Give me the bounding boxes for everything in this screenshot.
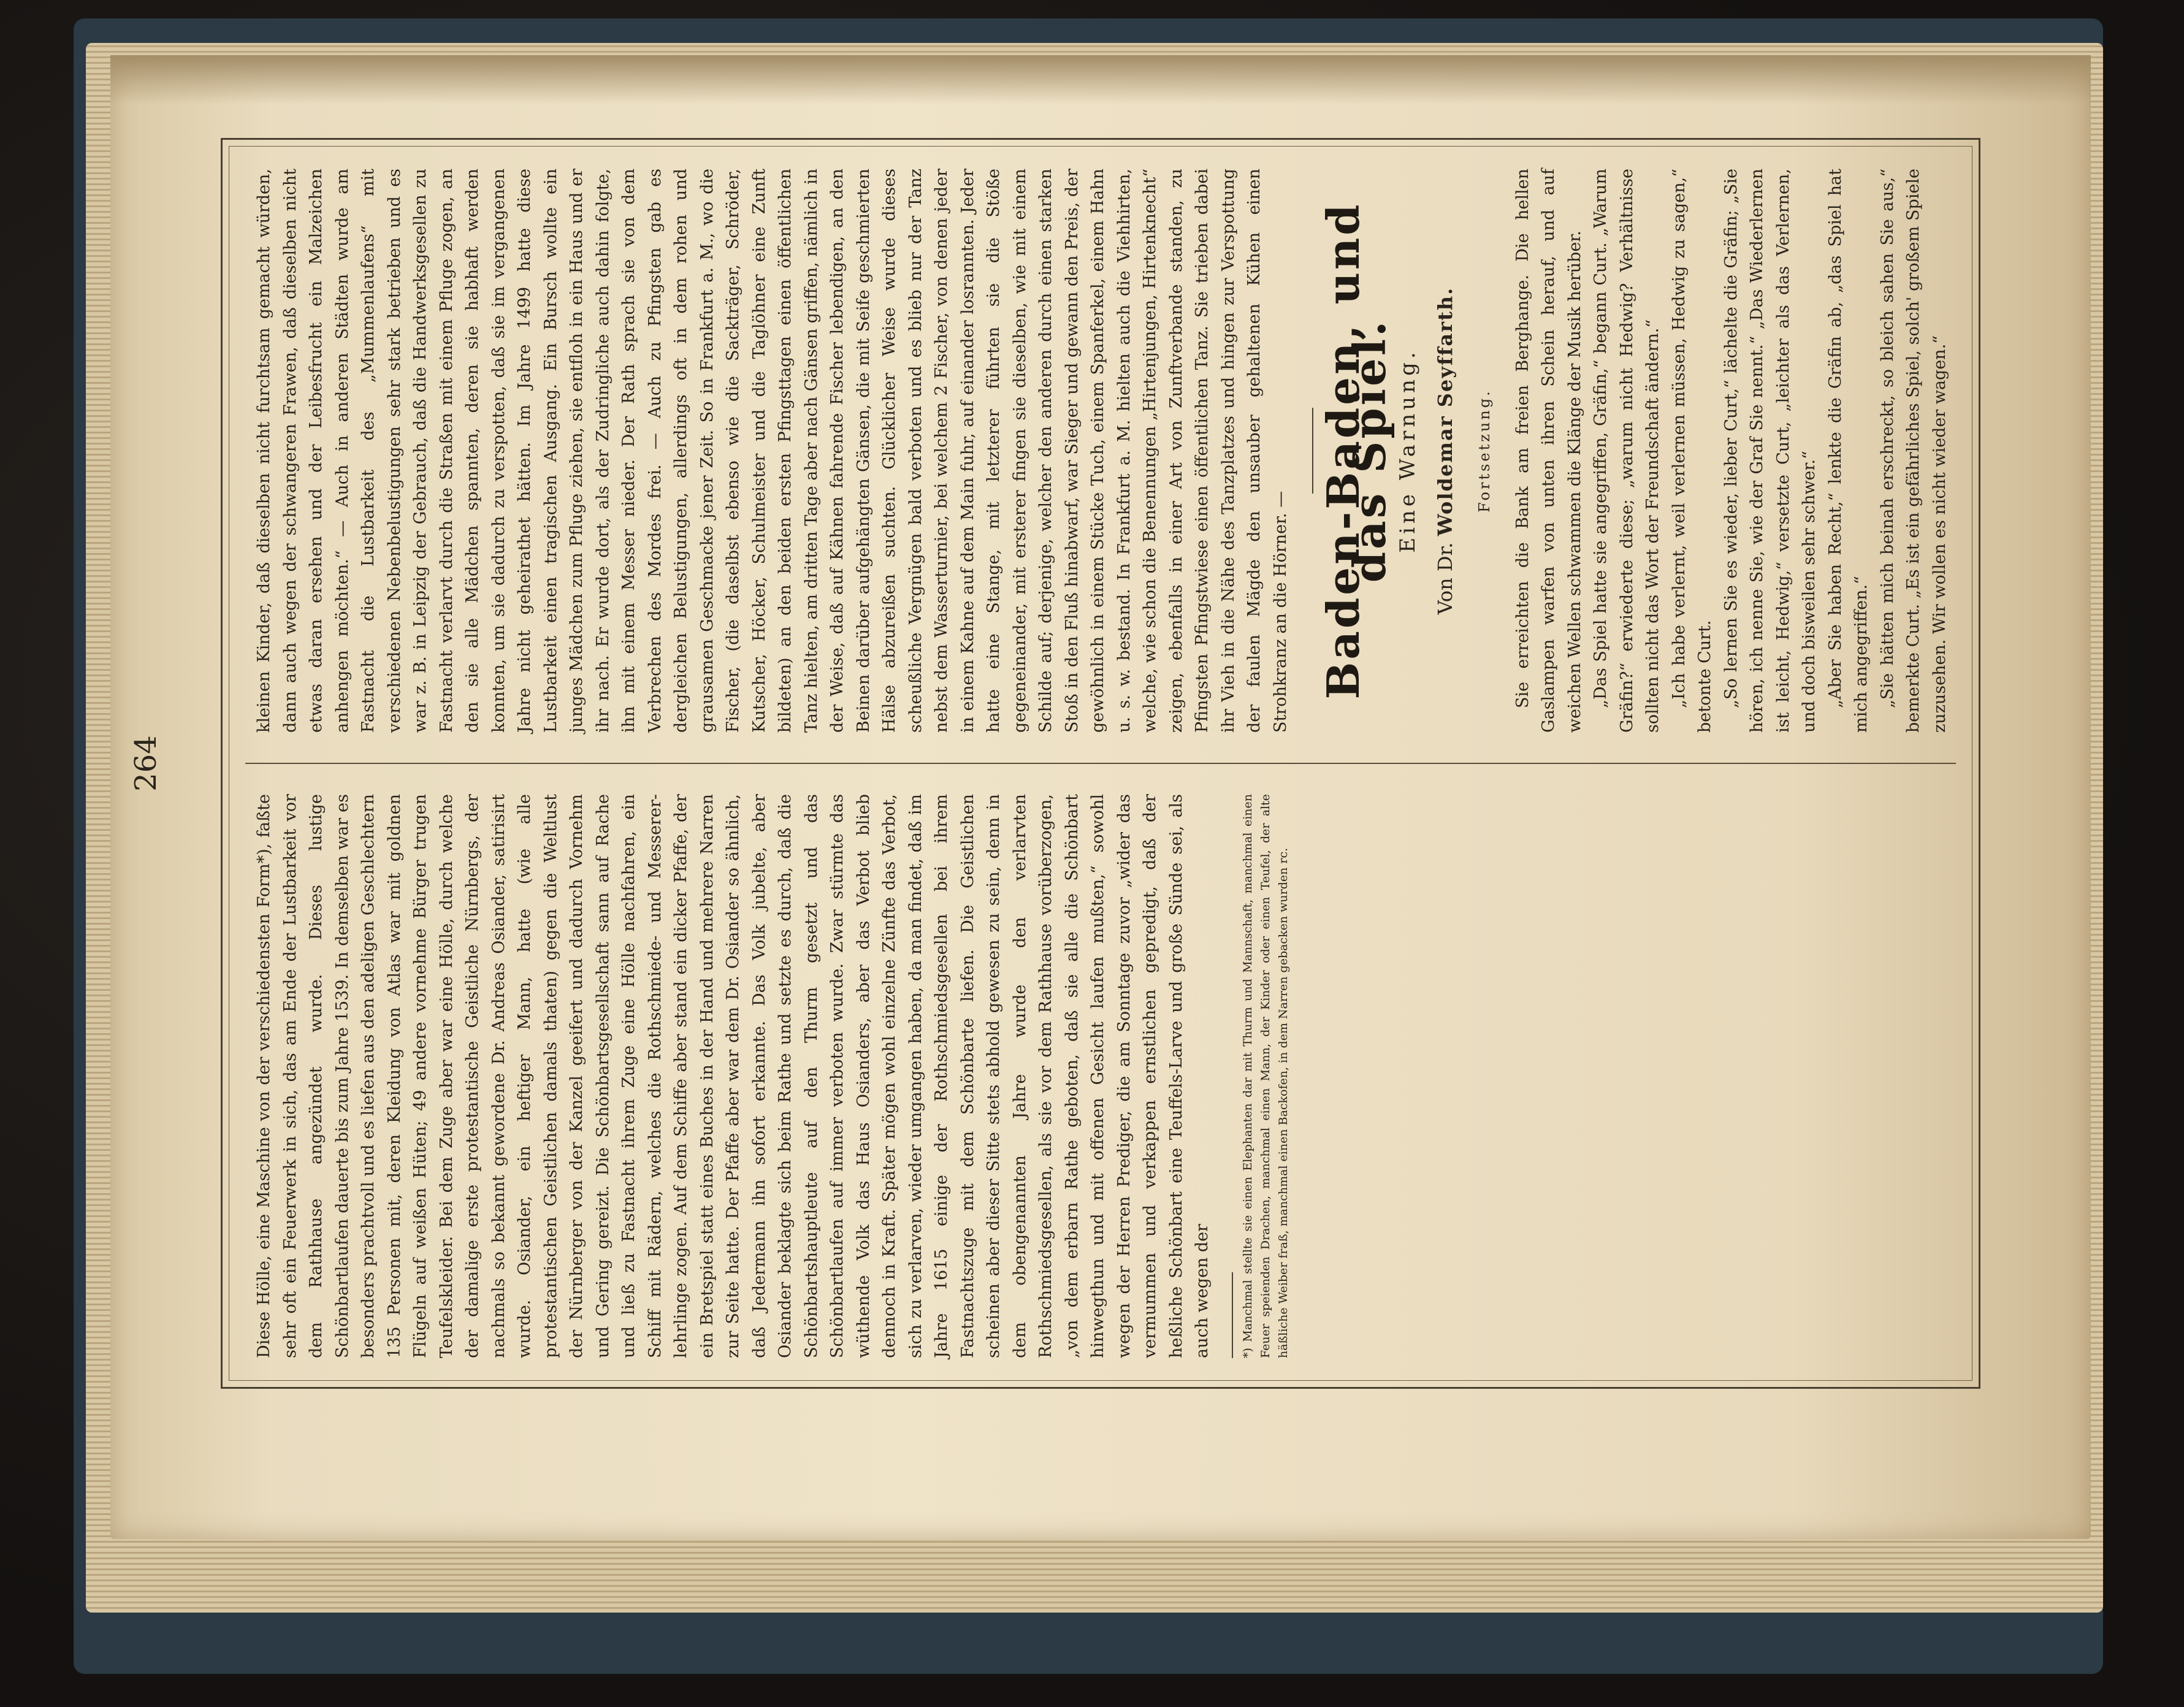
left-column-paragraph: Diese Hölle, eine Maschine von der verschiedensten Form*), faßte sehr oft ein Feuerwerk in sich, das am Ende der Lustbarkeit vor dem Rathhause angezündet wurde. Dieses lustige Schönbartlaufen dauerte bis zum Jahre 1539. In demselben war es besonders prachtvoll und es liefen aus den adeligen Geschlechtern 135 Personen mit, deren Kleidung von Atlas war mit goldnen Flügeln auf weißen Hüten; 49 andere vornehme Bürger trugen Teufelskleider. Bei dem Zuge aber war eine Hölle, durch welche der damalige erste protestantische Geistliche Nürnbergs, der nachmals so bekannt gewordene Dr. Andreas Osiander, satirisirt wurde. Osiander, ein heftiger Mann, hatte (wie alle protestantischen Geistlichen damals thaten) gegen die Weltlust der Nürnberger von der Kanzel geeifert und dadurch Vornehm und Gering gereizt. Die Schönbartsgesellschaft sann auf Rache und ließ zu Fastnacht ihrem Zuge eine Hölle nachfahren, ein Schiff mit Rädern, welches die Rothschmiede- und Messerer-lehrlinge zogen. Auf dem Schiffe aber stand ein dicker Pfaffe, der ein Bretspiel statt eines Buches in der Hand und mehrere Narren zur Seite hatte. Der Pfaffe aber war dem Dr. Osiander so ähnlich, daß Jedermann ihn sofort erkannte. Das Volk jubelte, aber Osiander beklagte sich beim Rathe und setzte es durch, daß die Schönbartshauptleute auf den Thurm gesetzt und das Schönbartlaufen auf immer verboten wurde. Zwar stürmte das wüthende Volk das Haus Osianders, aber das Verbot blieb dennoch in Kraft. Später mögen wohl einzelne Zünfte das Verbot, sich zu verlarven, wieder umgangen haben, da man findet, daß im Jahre 1615 einige der Rothschmiedsgesellen bei ihrem Fastnachtszuge mit dem Schönbarte liefen. Die Geistlichen scheinen aber dieser Sitte stets abhold gewesen zu sein, denn in dem obengenannten Jahre wurde den verlarvten Rothschmiedsgesellen, als sie vor dem Rathhause vorüberzogen, „von dem erbarn Rathe geboten, daß sie alle die Schönbart hinwegthun und mit offenen Gesicht laufen mußten,“ sowohl wegen der Herren Prediger, die am Sonntage zuvor „wider das vermummen und verkappen ernstlichen gepredigt, daß der heßliche Schönbart eine Teuffels-Larve und große Sünde sei, als auch wegen der [254,794,1212,1358]
left-column [251,794,1292,1358]
story-paragraph: „Aber Sie haben Recht,“ lenkte die Gräfin ab, „das Spiel hat mich angegriffen.“ [1825,169,1871,733]
story-paragraph: Sie erreichten die Bank am freien Berghange. Die hellen Gaslampen warfen von unten ihren Schein herauf, und auf weichen Wellen schwammen die Klänge der Musik herüber. [1513,169,1584,733]
author-name: Woldemar Seyffarth. [1433,286,1457,537]
title-rule [1312,408,1313,494]
rotated-page-content [129,138,1980,1389]
page-gutter-shadow [110,55,2091,104]
footnote-rule [1232,1272,1233,1358]
right-column-paragraph: kleinen Kinder, daß dieselben nicht furchtsam gemacht würden, dann auch wegen der schwangeren Frawen, daß dieselben nicht etwas daran ersehen und der Leibesfrucht ein Malzeichen anhengen möchten.“ — Auch in anderen Städten wurde am Fastnacht die Lustbarkeit des „Mummenlaufens“ mit verschiedenen Nebenbelustigungen sehr stark betrieben und es war z. B. in Leipzig der Gebrauch, daß die Handwerksgesellen zu Fastnacht verlarvt durch die Straßen mit einem Pfluge zogen, an den sie alle Mädchen spannten, deren sie habhaft werden konnten, um sie dadurch zu verspotten, daß sie im vergangenen Jahre nicht geheirathet hätten. Im Jahre 1499 hatte diese Lustbarkeit einen tragischen Ausgang. Ein Bursch wollte ein junges Mädchen zum Pfluge ziehen, sie entfloh in ein Haus und er ihr nach. Er wurde dort, als der Zudringliche auch dahin folgte, ihn mit einem Messer nieder. Der Rath sprach sie von dem Verbrechen des Mordes frei. — Auch zu Pfingsten gab es dergleichen Belustigungen, allerdings oft in dem rohen und grausamen Geschmacke jener Zeit. So in Frankfurt a. M., wo die Fischer, (die daselbst ebenso wie die Sackträger, Schröder, Kutscher, Höcker, Schulmeister und die Taglöhner eine Zunft bildeten) an den beiden ersten Pfingsttagen einen öffentlichen Tanz hielten, am dritten Tage aber nach Gänsen griffen, nämlich in der Weise, daß auf Kähnen fahrende Fischer lebendigen, an den Beinen darüber aufgehängten Gänsen, die mit Seife geschmierten Hälse abzureißen suchten. Glücklicher Weise wurde dieses scheußliche Vergnügen bald verboten und es blieb nur der Tanz nebst dem Wasserturnier, bei welchem 2 Fischer, von denen jeder in einem Kahne auf dem Main fuhr, auf einander losrannten. Jeder hatte eine Stange, mit letzterer führten sie die Stöße gegeneinander, mit ersterer fingen sie dieselben, wie mit einem Schilde auf; derjenige, welcher den anderen durch einen starken Stoß in den Fluß hinabwarf, war Sieger und gewann den Preis, der gewöhnlich in einem Stücke Tuch, einem Spanferkel, einem Hahn u. s. w. bestand. In Frankfurt a. M. hielten auch die Viehhirten, welche, wie schon die Benennungen „Hirtenjungen, Hirtenknecht“ zeigen, ebenfalls in einer Art von Zunftverbande standen, zu Pfingsten Pfingstwiese einen öffentlichen Tanz. Sie trieben dabei ihr Vieh in die Nähe des Tanzplatzes und hingen zur Verspottung der faulen Mägde den unsauber gehaltenen Kühen einen Strohkranz an die Hörner. — [254,169,1290,733]
footnote: *) Manchmal stellte sie einen Elephanten dar mit Thurm und Mannschaft, manchmal einen Feuer speienden Drachen, manchmal einen Mann, der Kinder oder einen Teufel, der alte häßliche Weiber fraß, manchmal einen Backofen, in dem Narren gebacken wurden rc. [1240,794,1290,1358]
story-paragraph: „Das Spiel hatte sie angegriffen, Gräfin,“ begann Curt. „Warum Gräfin?“ erwiederte diese; „warum nicht Hedwig? Verhältnisse sollten nicht das Wort der Freundschaft ändern.“ [1591,169,1662,733]
right-column [251,169,1953,733]
story-paragraph: „Sie hätten mich beinah erschreckt, so bleich sahen Sie aus,“ bemerkte Curt. „Es ist ein gefährliches Spiel, solch' großem Spiele zuzusehen. Wir wollen es nicht wieder wagen.“ [1877,169,1949,733]
article-author [1432,169,1459,733]
article-heading [1312,169,1498,733]
page-number: 264 [129,735,163,792]
story-paragraph: „Ich habe verlernt, weil verlernen müssen, Hedwig zu sagen,“ betonte Curt. [1669,169,1714,733]
author-prefix: Von Dr. [1433,542,1457,615]
continuation-label: Fortsetzung. [1476,389,1493,513]
column-divider [245,763,1956,764]
article-subtitle: Eine Warnung. [1396,348,1420,553]
story-paragraph: „So lernen Sie es wieder, lieber Curt,“ lächelte die Gräfin; „Sie hören, ich nenne Sie, wie der Graf Sie nennt.“ „Das Wiederlernen ist leicht, Hedwig,“ versetzte Curt, „leichter als das Verlernen, und doch bisweilen sehr schwer.“ [1721,169,1819,733]
article-title: Baden-Baden, und das Spiel. [1317,202,1396,700]
story-text [1510,169,1953,733]
